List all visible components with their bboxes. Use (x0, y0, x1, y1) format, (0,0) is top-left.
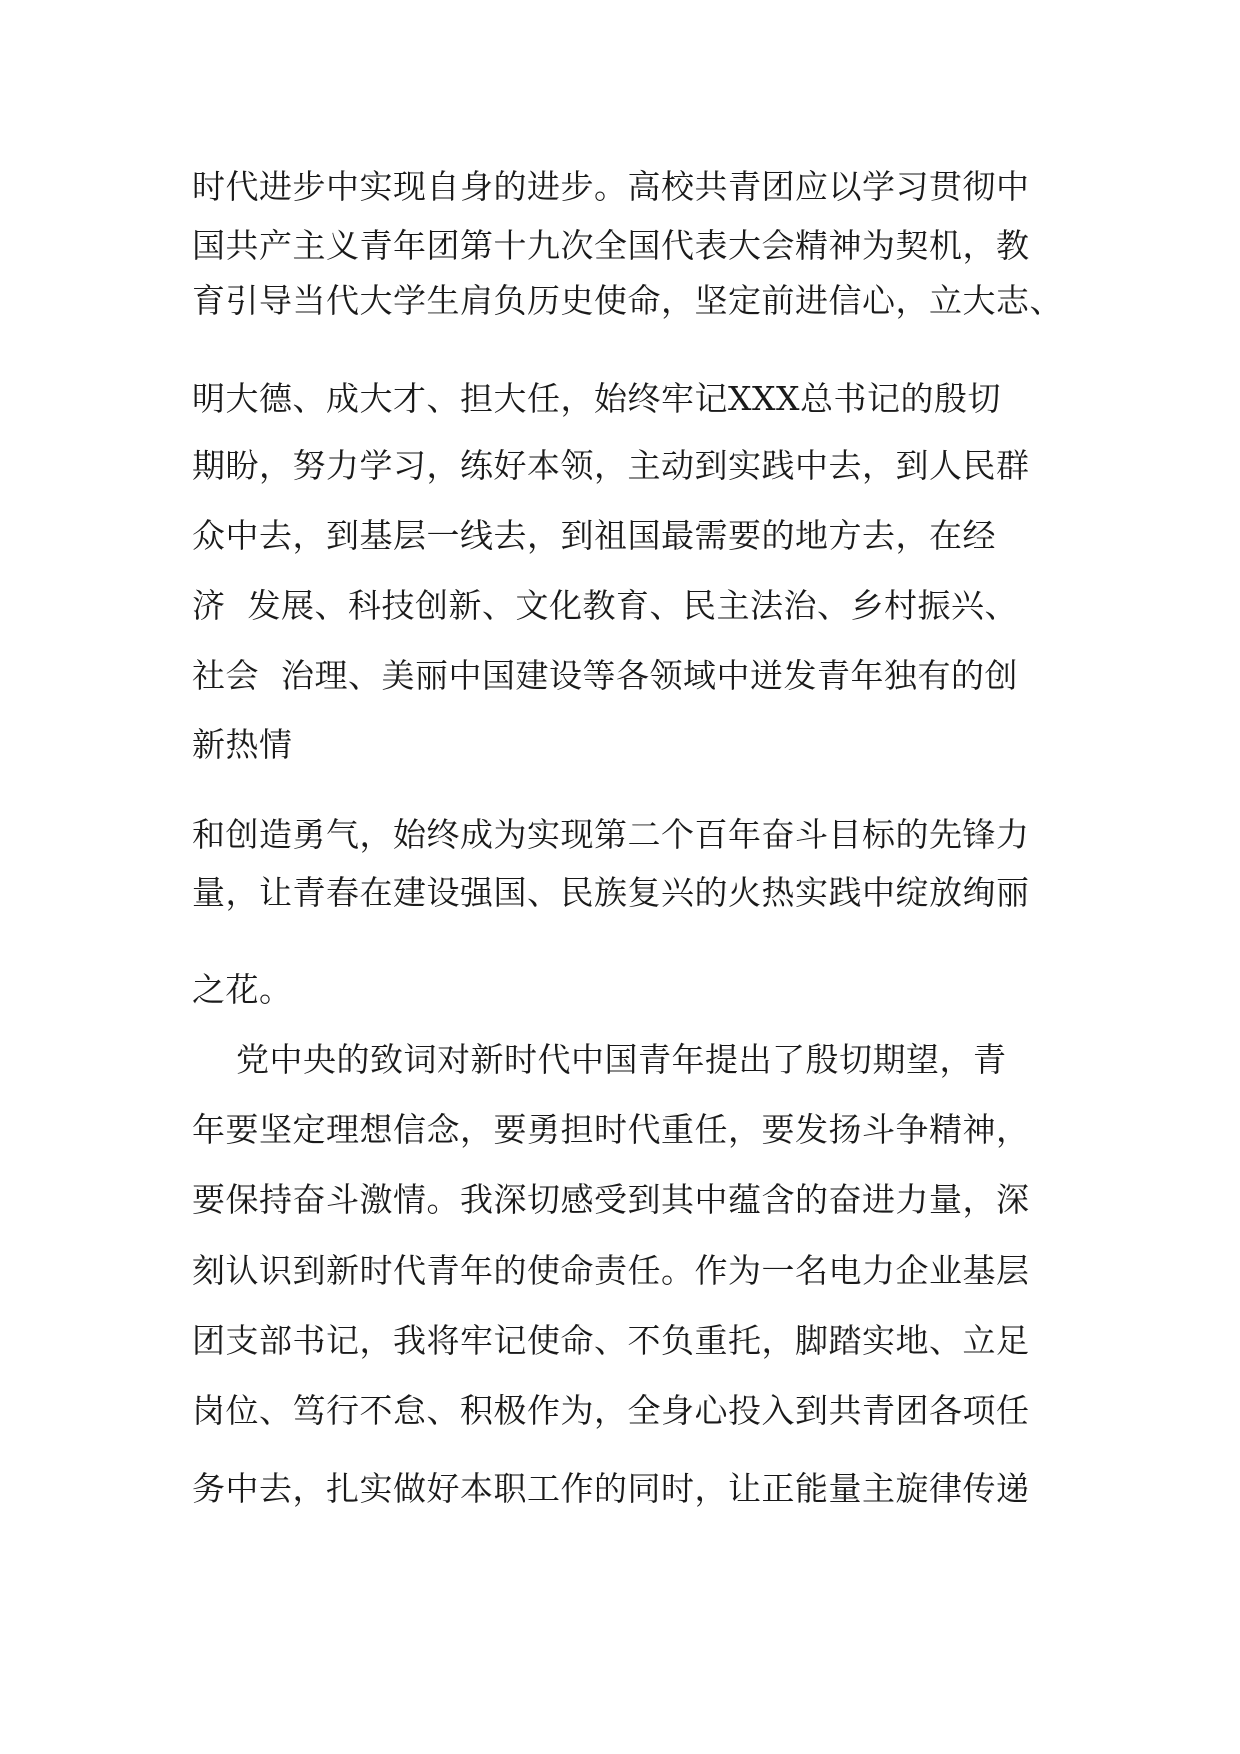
text-line: 要保持奋斗激情。我深切感受到其中蕴含的奋进力量，深 (192, 1180, 1030, 1219)
text-line: 之花。 (192, 970, 293, 1009)
text-line: 岗位、笃行不怠、积极作为，全身心投入到共青团各项任 (192, 1391, 1030, 1430)
text-line: 新热情 (192, 725, 293, 764)
text-line: 刻认识到新时代青年的使命责任。作为一名电力企业基层 (192, 1251, 1030, 1290)
text-line: 和创造勇气，始终成为实现第二个百年奋斗目标的先锋力 (192, 815, 1030, 854)
text-line: 期盼，努力学习，练好本领，主动到实践中去，到人民群 (192, 446, 1030, 485)
text-line: 众中去，到基层一线去，到祖国最需要的地方去，在经 (192, 516, 996, 555)
text-line: 国共产主义青年团第十九次全国代表大会精神为契机，教 (192, 226, 1030, 265)
text-line: 时代进步中实现自身的进步。高校共青团应以学习贯彻中 (192, 167, 1030, 206)
text-line: 济 发展、科技创新、文化教育、民主法治、乡村振兴、 (192, 586, 1018, 625)
text-line: 团支部书记，我将牢记使命、不负重托，脚踏实地、立足 (192, 1321, 1030, 1360)
text-line: 社会 治理、美丽中国建设等各领域中迸发青年独有的创 (192, 656, 1018, 695)
text-line: 明大德、成大才、担大任，始终牢记XXX总书记的殷切 (192, 379, 1001, 418)
text-line: 量，让青春在建设强国、民族复兴的火热实践中绽放绚丽 (192, 873, 1030, 912)
text-line: 年要坚定理想信念，要勇担时代重任，要发扬斗争精神， (192, 1110, 1030, 1149)
text-line: 育引导当代大学生肩负历史使命，坚定前进信心，立大志、 (192, 281, 1063, 320)
text-line: 务中去，扎实做好本职工作的同时，让正能量主旋律传递 (192, 1469, 1030, 1508)
paragraph-start-line: 党中央的致词对新时代中国青年提出了殷切期望，青 (192, 1040, 1007, 1079)
